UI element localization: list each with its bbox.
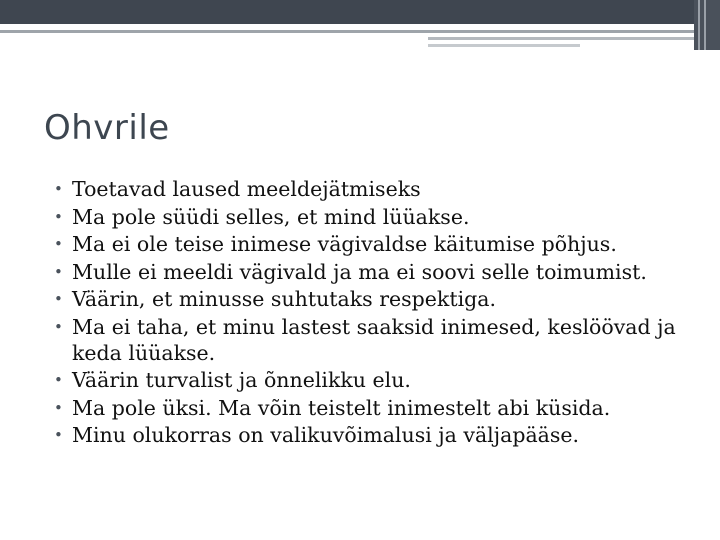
decorative-line (0, 30, 694, 33)
corner-decorative-block (694, 0, 720, 50)
bullet-item (50, 204, 690, 230)
bullet-icon: • (54, 207, 63, 226)
bullet-icon: • (54, 426, 63, 444)
slide-title: Ohvrile (44, 108, 170, 148)
bullet-item (50, 422, 690, 448)
top-decorative-bar (0, 0, 720, 24)
bullet-icon: • (54, 371, 63, 389)
bullet-text: Ma ei taha, et minu lastest saaksid inimesed, keslöövad ja keda lüüakse. (72, 314, 676, 365)
bullet-item (50, 367, 690, 393)
bullet-text: Toetavad laused meeldejätmiseks (72, 177, 421, 201)
bullet-icon: • (54, 290, 63, 308)
bullet-text: Ma pole üksi. Ma võin teistelt inimestelt abi küsida. (72, 395, 611, 420)
bullet-text: Väärin turvalist ja õnnelikku elu. (72, 368, 411, 392)
bullet-text: Minu olukorras on valikuvõimalusi ja väljapääse. (72, 423, 580, 447)
bullet-text: Ma ei ole teise inimese vägivaldse käitumise põhjus. (72, 232, 617, 256)
bullet-icon: • (54, 262, 63, 281)
bullet-icon: • (54, 398, 63, 417)
bullet-icon: • (54, 235, 63, 253)
decorative-line (428, 44, 580, 47)
bullet-list (50, 176, 690, 450)
bullet-item (50, 259, 690, 285)
bullet-item (50, 176, 690, 202)
bullet-text: Väärin, et minusse suhtutaks respektiga. (72, 287, 497, 311)
bullet-icon: • (54, 180, 63, 198)
bullet-text: Ma pole süüdi selles, et mind lüüakse. (72, 204, 470, 229)
bullet-item (50, 286, 690, 312)
decorative-line (428, 37, 694, 40)
bullet-icon: • (54, 317, 63, 336)
bullet-text: Mulle ei meeldi vägivald ja ma ei soovi selle toimumist. (72, 259, 647, 284)
bullet-item (50, 231, 690, 257)
bullet-item (50, 395, 690, 421)
bullet-item (50, 314, 690, 366)
